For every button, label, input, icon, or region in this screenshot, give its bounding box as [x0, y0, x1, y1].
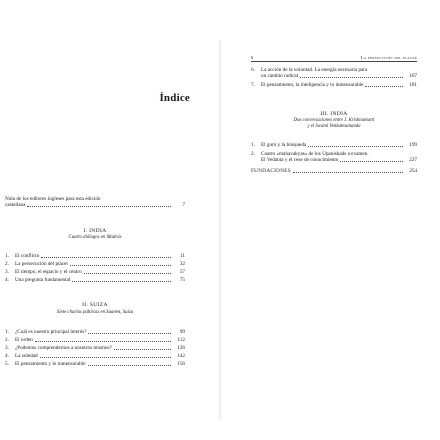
toc-page-number: 126 [177, 345, 185, 351]
toc-page-number: 57 [179, 269, 185, 275]
toc-entry-title: Cuatro «mahavakyas» de los Upanishads a examen. [261, 151, 369, 157]
toc-entry-number: 1. [5, 253, 9, 259]
leader-dots [340, 161, 403, 162]
toc-page-number: 11 [180, 253, 185, 259]
section-heading-india-3: III. INDIA [320, 111, 348, 117]
toc-note-line2 [5, 202, 185, 208]
leader-dots [114, 349, 171, 350]
toc-entry-number: 2. [5, 337, 9, 343]
toc-entry-number: 1. [5, 329, 9, 335]
leader-dots [88, 365, 171, 366]
toc-entry-title: La acción de la voluntad. La energía necesaria para [261, 67, 368, 73]
leader-dots [72, 281, 171, 282]
toc-entry [5, 253, 185, 259]
leader-dots [35, 341, 171, 342]
leader-dots [40, 357, 171, 358]
toc-entry-title: ¿Podemos comprendernos a nosotros mismos? [15, 345, 112, 351]
leader-dots [41, 257, 171, 258]
toc-entry-foundations [251, 168, 417, 174]
toc-entry-number: 3. [5, 269, 9, 275]
toc-entry [5, 269, 185, 275]
leader-dots [84, 273, 171, 274]
toc-page-number: 75 [179, 277, 185, 283]
toc-page-number: 227 [409, 157, 417, 163]
leader-dots [300, 77, 403, 78]
toc-page-number: 181 [409, 82, 417, 88]
toc-entry-line2 [251, 157, 417, 163]
toc-entry-title-cont: El Vedanta y el cese de conocimiento [261, 157, 339, 163]
toc-page-number: 199 [409, 142, 417, 148]
toc-entry [251, 82, 417, 88]
toc-page-number: 142 [177, 353, 185, 359]
toc-page-number: 7 [182, 202, 185, 208]
toc-entry-title: El gurú y la búsqueda [261, 142, 307, 148]
right-page [222, 0, 440, 440]
toc-entry-title: ¿Cuál es nuestro principal interés? [15, 329, 87, 335]
toc-entry [5, 337, 185, 343]
toc-entry-title: Una pregunta fundamental [15, 277, 71, 283]
toc-entry-number: 3. [5, 345, 9, 351]
toc-entry-title: El orden [15, 337, 33, 343]
toc-note-text-2: castellana [5, 202, 26, 208]
toc-entry [5, 329, 185, 335]
toc-entry-title: El tiempo, el espacio y el centro [15, 269, 82, 275]
toc-entry-number: 7. [251, 82, 255, 88]
toc-entry [5, 361, 185, 367]
section-subtitle-line1: Dos conversaciones entre J. Krishnamurti [293, 118, 375, 123]
toc-entry-number: 2. [5, 261, 9, 267]
toc-entry-line2 [251, 73, 417, 79]
toc-entry-title: FUNDACIONES [251, 168, 291, 174]
toc-entry [5, 261, 185, 267]
toc-page-number: 112 [177, 337, 185, 343]
leader-dots [70, 265, 171, 266]
running-head-title: La persecución del placer [360, 55, 417, 60]
toc-page-number: 167 [409, 73, 417, 79]
toc-entry [5, 277, 185, 283]
left-page [0, 0, 218, 440]
toc-entry-number: 5. [5, 361, 9, 367]
leader-dots [88, 333, 171, 334]
section-subtitle-suiza: Siete charlas públicas en Saanen, Suiza [56, 310, 134, 315]
toc-entry [5, 345, 185, 351]
running-head-page-number: 6 [251, 55, 254, 60]
leader-dots [293, 172, 403, 173]
toc-page-number: 32 [179, 261, 185, 267]
section-subtitle-line2: y el Swami Venkatesananda [307, 124, 361, 129]
section-subtitle-india: Cuatro diálogos en Madrás [68, 235, 122, 240]
toc-note-text: Nota de los editores ingleses para esta edición [5, 196, 101, 202]
section-heading-suiza: II. SUIZA [82, 302, 108, 308]
leader-dots [27, 206, 171, 207]
toc-entry [5, 353, 185, 359]
toc-entry-title: El pensamiento y lo inmensurable [15, 361, 86, 367]
toc-entry-title: El conflicto [15, 253, 40, 259]
section-heading-india: I. INDIA [83, 228, 107, 234]
toc-page-number: 99 [179, 329, 185, 335]
toc-entry-number: 1. [251, 142, 255, 148]
toc-entry-title: La persecución del placer [15, 261, 69, 267]
leader-dots [365, 86, 403, 87]
index-title: Índice [159, 92, 190, 104]
toc-page-number: 254 [409, 168, 417, 174]
toc-entry [251, 142, 417, 148]
toc-page-number: 156 [177, 361, 185, 367]
toc-entry-number: 4. [5, 353, 9, 359]
toc-entry-title: La soledad [15, 353, 38, 359]
toc-entry-title: El pensamiento, la inteligencia y lo inmensurable [261, 82, 364, 88]
toc-entry-number: 4. [5, 277, 9, 283]
running-head [251, 55, 417, 62]
toc-entry-number: 2. [251, 151, 255, 157]
toc-entry-title-cont: un cambio radical [261, 73, 299, 79]
toc-entry-number: 6. [251, 67, 255, 73]
leader-dots [308, 146, 403, 147]
